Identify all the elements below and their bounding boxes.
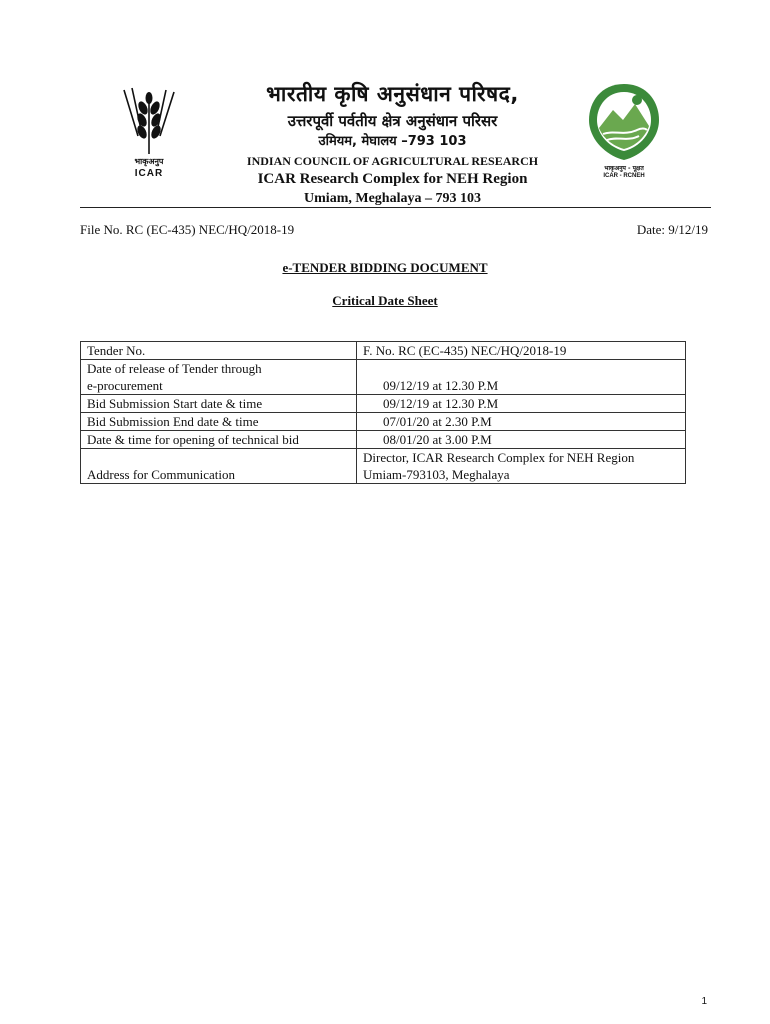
row-label: Bid Submission End date & time — [81, 413, 357, 431]
institute-name: ICAR Research Complex for NEH Region — [257, 171, 528, 187]
mountain-leaf-emblem-icon — [585, 80, 663, 162]
row-value: 09/12/19 at 12.30 P.M — [357, 360, 686, 395]
hindi-subtitle: उत्तरपूर्वी पर्वतीय क्षेत्र अनुसंधान परिसर — [287, 112, 498, 130]
letterhead-text — [215, 78, 570, 208]
row-label: Bid Submission Start date & time — [81, 395, 357, 413]
rcneh-logo-text: ICAR - RCNEH — [603, 173, 645, 179]
table-row — [81, 342, 686, 360]
row-label: Date of release of Tender through e-procurement — [81, 360, 357, 395]
header-divider — [80, 207, 711, 208]
icar-logo-hindi: भाकृअनुप — [134, 157, 164, 166]
rcneh-logo — [585, 80, 663, 184]
document-subtitle: Critical Date Sheet — [332, 293, 438, 308]
file-number: File No. RC (EC-435) NEC/HQ/2018-19 — [80, 222, 295, 237]
letterhead — [80, 78, 710, 206]
document-title: e-TENDER BIDDING DOCUMENT — [282, 260, 488, 275]
row-label: Tender No. — [81, 342, 357, 360]
table-row — [81, 449, 686, 484]
icar-logo — [116, 86, 182, 186]
institute-address: Umiam, Meghalaya – 793 103 — [304, 191, 481, 206]
row-value: Director, ICAR Research Complex for NEH Region Umiam-793103, Meghalaya — [357, 449, 686, 484]
row-value: 09/12/19 at 12.30 P.M — [357, 395, 686, 413]
table-row — [81, 360, 686, 395]
table-row — [81, 413, 686, 431]
document-date: Date: 9/12/19 — [636, 222, 708, 237]
row-value: 07/01/20 at 2.30 P.M — [357, 413, 686, 431]
hindi-address: उमियम, मेघालय –793 103 — [318, 134, 467, 149]
row-label: Date & time for opening of technical bid — [81, 431, 357, 449]
rcneh-logo-hindi: भाकृअनुप - पूक्षत — [604, 165, 644, 172]
table-row — [81, 431, 686, 449]
critical-date-table — [80, 341, 686, 484]
row-value: 08/01/20 at 3.00 P.M — [357, 431, 686, 449]
row-label: Address for Communication — [81, 449, 357, 484]
page-number: 1 — [701, 996, 707, 1007]
row-value: F. No. RC (EC-435) NEC/HQ/2018-19 — [357, 342, 686, 360]
table-row — [81, 395, 686, 413]
council-name: INDIAN COUNCIL OF AGRICULTURAL RESEARCH — [246, 154, 539, 168]
hindi-title: भारतीय कृषि अनुसंधान परिषद, — [266, 82, 519, 106]
icar-logo-text: ICAR — [134, 168, 164, 179]
